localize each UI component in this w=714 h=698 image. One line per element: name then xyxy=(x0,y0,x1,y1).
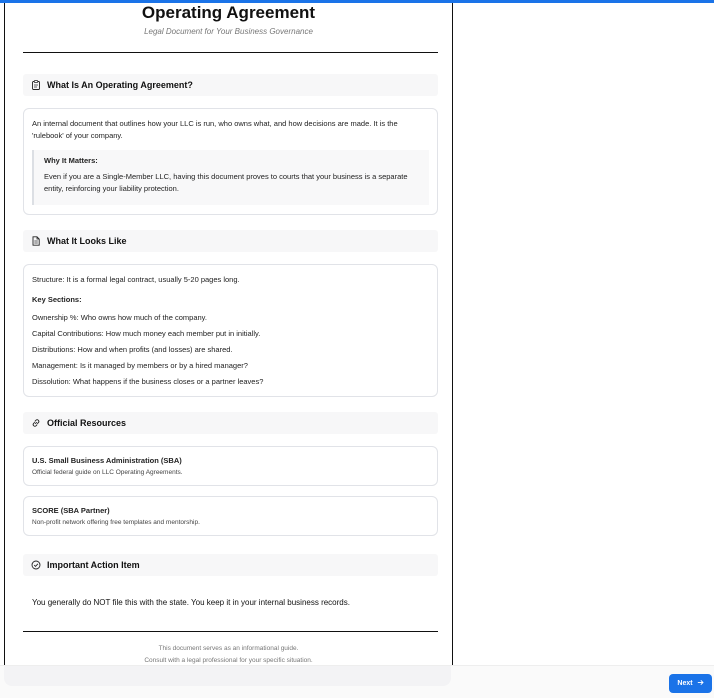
section-heading: Official Resources xyxy=(47,418,127,428)
callout-title: Why It Matters: xyxy=(44,156,98,165)
list-item: Capital Contributions: How much money each member put in initially. xyxy=(32,329,261,338)
action-text: You generally do NOT file this with the state. You keep it in your internal business records. xyxy=(32,598,350,607)
why-it-matters-callout xyxy=(32,150,429,205)
footer-line-2: Consult with a legal professional for your specific situation. xyxy=(144,657,313,664)
what-is-card xyxy=(23,108,438,215)
list-item: Dissolution: What happens if the business closes or a partner leaves? xyxy=(32,377,264,386)
section-heading: Important Action Item xyxy=(47,560,140,570)
resource-title: SCORE (SBA Partner) xyxy=(32,506,110,515)
section-resources xyxy=(23,412,438,434)
what-is-body: An internal document that outlines how your LLC is run, who owns what, and how decisions are made. It is the 'rulebook' of your company. xyxy=(32,119,398,140)
key-sections-label: Key Sections: xyxy=(32,295,82,304)
header-divider xyxy=(23,52,438,53)
next-button[interactable] xyxy=(669,674,712,693)
footer-line-1: This document serves as an informational guide. xyxy=(158,645,299,652)
list-item: Distributions: How and when profits (and losses) are shared. xyxy=(32,345,233,354)
arrow-right-icon xyxy=(697,679,704,688)
looks-like-card xyxy=(23,264,438,397)
section-heading: What Is An Operating Agreement? xyxy=(47,80,193,90)
footer-divider xyxy=(23,631,438,632)
resource-link-score[interactable] xyxy=(23,496,438,536)
section-looks-like xyxy=(23,230,438,252)
section-action xyxy=(23,554,438,576)
check-circle-icon xyxy=(31,560,41,570)
structure-text: Structure: It is a formal legal contract, usually 5-20 pages long. xyxy=(32,275,240,284)
callout-body: Even if you are a Single-Member LLC, having this document proves to courts that your business is a separate entity, reinforcing your liability protection. xyxy=(44,172,408,193)
resource-link-sba[interactable] xyxy=(23,446,438,486)
section-heading: What It Looks Like xyxy=(47,236,127,246)
document-icon xyxy=(31,236,41,246)
resource-description: Non-profit network offering free templates and mentorship. xyxy=(32,519,200,526)
section-what-is xyxy=(23,74,438,96)
list-item: Ownership %: Who owns how much of the company. xyxy=(32,313,207,322)
link-icon xyxy=(31,418,41,428)
page-title: Operating Agreement xyxy=(141,3,316,22)
page-subtitle: Legal Document for Your Business Governance xyxy=(144,27,313,36)
clipboard-icon xyxy=(31,80,41,90)
resource-description: Official federal guide on LLC Operating Agreements. xyxy=(32,469,183,476)
resource-title: U.S. Small Business Administration (SBA) xyxy=(32,456,182,465)
document-panel xyxy=(4,3,453,665)
next-label: Next xyxy=(677,680,693,687)
list-item: Management: Is it managed by members or by a hired manager? xyxy=(32,361,248,370)
scroll-shadow xyxy=(4,666,451,686)
